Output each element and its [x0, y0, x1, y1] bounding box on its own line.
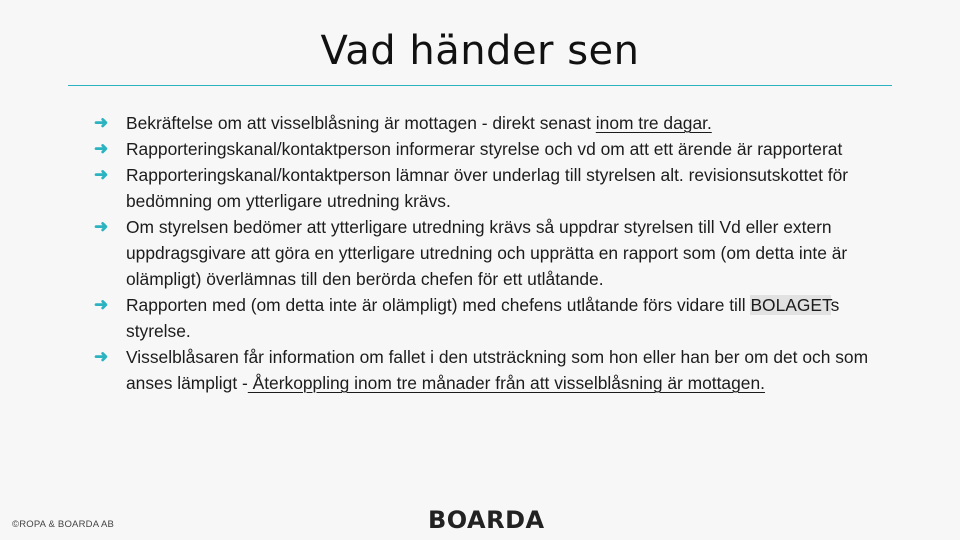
bullet-item: [94, 292, 874, 344]
title-divider: [68, 85, 892, 86]
underlined-text: Återkoppling inom tre månader från att visselblåsning är mottagen.: [247, 373, 765, 393]
underlined-text: inom tre dagar.: [595, 113, 712, 133]
bullet-item: [94, 162, 874, 214]
bullet-item: [94, 344, 874, 396]
bullet-text: [126, 344, 874, 396]
bullet-text-part: Rapporten med (om detta inte är olämpligt) med chefens utlåtande förs vidare till: [126, 295, 751, 315]
arrow-right-icon: ➜: [94, 113, 109, 132]
bullet-text-part: Bekräftelse om att visselblåsning är mottagen - direkt senast: [126, 113, 596, 133]
highlighted-text: BOLAGET: [750, 295, 831, 315]
arrow-right-icon: ➜: [94, 139, 109, 158]
bullet-text: [126, 292, 874, 344]
arrow-right-icon: ➜: [94, 217, 109, 236]
arrow-right-icon: ➜: [94, 295, 109, 314]
bullet-item: [94, 136, 874, 162]
bullet-text-part: Rapporteringskanal/kontaktperson informerar styrelse och vd om att ett ärende är rapporterat: [126, 139, 843, 159]
bullet-list: [94, 110, 874, 396]
bullet-item: [94, 214, 874, 292]
arrow-right-icon: ➜: [94, 347, 109, 366]
bullet-text: [126, 214, 874, 292]
bullet-text: [126, 136, 874, 162]
bullet-text-part: Rapporteringskanal/kontaktperson lämnar över underlag till styrelsen alt. revisionsutskottet för bedömning om ytterligare utredning krävs.: [126, 165, 849, 211]
bullet-text-part: Om styrelsen bedömer att ytterligare utredning krävs så uppdrar styrelsen till Vd eller extern uppdragsgivare att göra en ytterligare utredning och upprätta en rapport som (om detta inte är olämpligt) överlämnas till den berörda chefen för ett utlåtande.: [126, 217, 848, 289]
slide-title: Vad händer sen: [320, 28, 640, 74]
bullet-item: [94, 110, 874, 136]
bullet-text: [126, 110, 874, 136]
bullet-text-part: Visselblåsaren får information om fallet i den utsträckning som hon eller han ber om det och som anses lämpligt -: [126, 347, 869, 393]
copyright-text: ©ROPA & BOARDA AB: [12, 519, 115, 530]
boarda-logo: BOARDA: [428, 506, 545, 534]
arrow-right-icon: ➜: [94, 165, 109, 184]
bullet-text: [126, 162, 874, 214]
bullet-text-part: s styrelse.: [126, 295, 840, 341]
